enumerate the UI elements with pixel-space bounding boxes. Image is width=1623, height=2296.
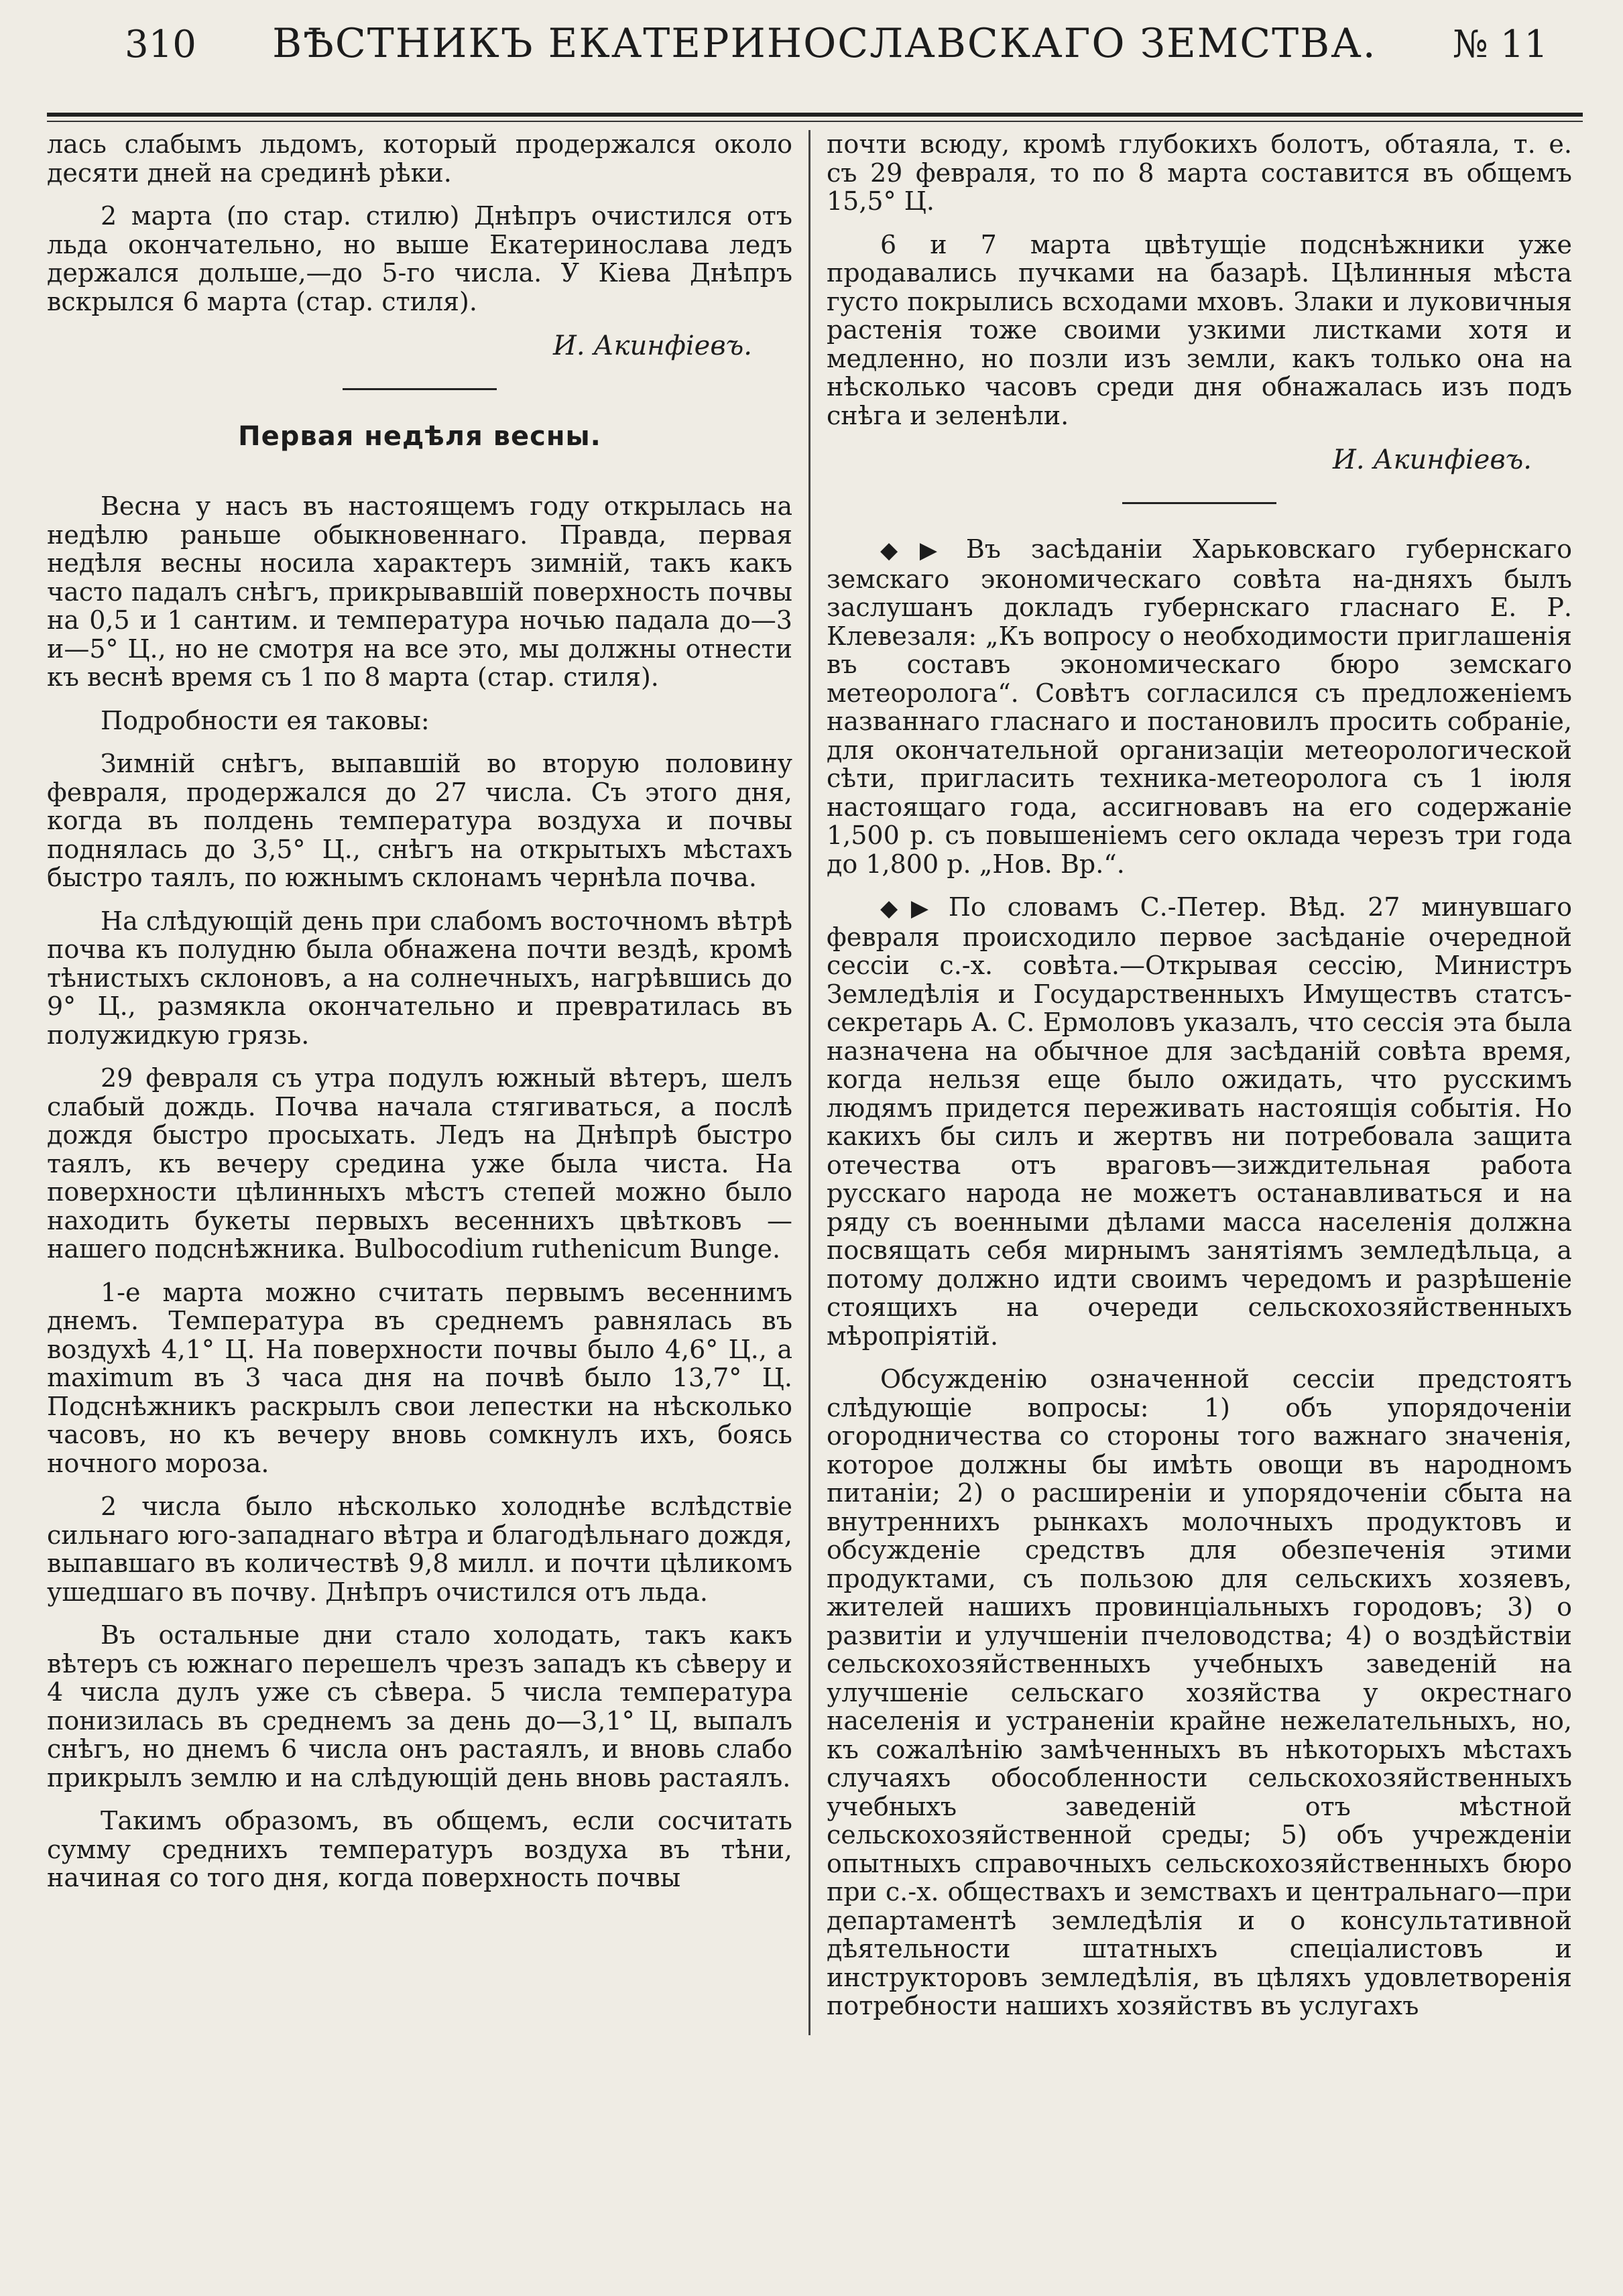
paragraph: почти всюду, кромѣ глубокихъ болотъ, обтаяла, т. е. съ 29 февраля, то по 8 марта составится въ общемъ 15,5° Ц. [827,129,1572,216]
left-column [47,130,806,2035]
paragraph: Въ остальные дни стало холодать, такъ какъ вѣтеръ съ южнаго перешелъ чрезъ западъ къ сѣверу и 4 числа дулъ уже съ сѣвера. 5 числа температура понизилась въ среднемъ за день до—3,1° Ц, выпалъ снѣгъ, но днемъ 6 числа онъ растаялъ, и вновь слабо прикрылъ землю и на слѣдующій день вновь растаялъ. [47,1620,792,1793]
paragraph: Зимній снѣгъ, выпавшій во вторую половину февраля, продержался до 27 числа. Съ этого дня, когда въ полдень температура воздуха и почвы поднялась до 3,5° Ц., снѣгъ на открытыхъ мѣстахъ быстро таялъ, по южнымъ склонамъ чернѣла почва. [47,749,792,892]
issue-number: № 11 [1452,23,1548,66]
section-separator [1122,502,1276,504]
paragraph: На слѣдующій день при слабомъ восточномъ вѣтрѣ почва къ полудню была обнажена почти вездѣ, кромѣ тѣнистыхъ склоновъ, а на солнечныхъ, нагрѣвшись до 9° Ц., размякла окончательно и превратилась въ полужидкую грязь. [47,906,792,1050]
paragraph: Весна у насъ въ настоящемъ году открылась на недѣлю раньше обыкновеннаго. Правда, первая недѣля весны носила характеръ зимній, такъ какъ часто падалъ снѣгъ, прикрывавшій поверхность почвы на 0,5 и 1 сантим. и температура ночью падала до—3 и—5° Ц., но не смотря на все это, мы должны отнести къ веснѣ время съ 1 по 8 марта (стар. стиля). [47,491,792,692]
right-column [813,130,1572,2035]
page-header [47,20,1583,107]
paragraph: 1-е марта можно считать первымъ весеннимъ днемъ. Температура въ среднемъ равнялась въ воздухѣ 4,1° Ц. На поверхности почвы было 4,6° Ц., а maximum въ 3 часа дня на почвѣ было 13,7° Ц. Подснѣжникъ раскрылъ свои лепестки на нѣсколько часовъ, но къ вечеру вновь сомкнулъ ихъ, боясь ночного мороза. [47,1277,792,1478]
header-rule-thick [47,113,1583,117]
paragraph: Обсужденію означенной сессіи предстоятъ слѣдующіе вопросы: 1) объ упорядоченіи огородничества со стороны того важнаго значенія, которое должны бы имѣть овощи въ народномъ питаніи; 2) о расширеніи и упорядоченіи сбыта на внутреннихъ рынкахъ молочныхъ продуктовъ и обсужденіе средствъ для обезпеченія этими продуктами, съ пользою для сельскихъ хозяевъ, жителей нашихъ провинціальныхъ городовъ; 3) о развитіи и улучшеніи пчеловодства; 4) о воздѣйствіи сельскохозяйственныхъ учебныхъ заведеній на улучшеніе сельскаго хозяйства у окрестнаго населенія и устраненіи крайне нежелательныхъ, но, къ сожалѣнію замѣченныхъ въ нѣкоторыхъ мѣстахъ случаяхъ обособленности сельскохозяйственныхъ учебныхъ заведеній отъ мѣстной сельскохозяйственной среды; 5) объ учрежденіи опытныхъ справочныхъ сельскохозяйственныхъ бюро при с.-х. обществахъ и земствахъ и центральнаго—при департаментѣ земледѣлія и о консультативной дѣятельности штатныхъ спеціалистовъ и инструкторовъ земледѣлія, въ цѣляхъ удовлетворенія потребности нашихъ хозяйствъ въ услугахъ [827,1364,1572,2020]
paragraph: 6 и 7 марта цвѣтущіе подснѣжники уже продавались пучками на базарѣ. Цѣлинныя мѣста густо покрылись всходами мховъ. Злаки и луковичныя растенія тоже своими узкими листками хотя и медленно, но позли изъ земли, какъ только она на нѣсколько часовъ среди дня обнажалась изъ подъ снѣга и зеленѣли. [827,229,1572,430]
author-signature: И. Акинфіевъ. [552,330,752,361]
paragraph: Такимъ образомъ, въ общемъ, если сосчитать сумму среднихъ температуръ воздуха въ тѣни, начиная со того дня, когда поверхность почвы [47,1806,792,1892]
author-signature: И. Акинфіевъ. [1332,444,1532,475]
news-item-text: По словамъ С.-Петер. Вѣд. 27 минувшаго февраля происходило первое засѣданіе очередной сессіи с.-х. совѣта.—Открывая сессію, Министръ Земледѣлія и Государственныхъ Имуществъ статсъ-секретарь А. С. Ермоловъ указалъ, что сессія эта была назначена на обычное для засѣданій совѣта время, когда нельзя еще было ожидать, что русскимъ людямъ придется переживать настоящія событія. Но какихъ бы силъ и жертвъ ни потребовала защита отечества отъ враговъ—зиждительная работа русскаго народа не можетъ останавливаться и на ряду съ военными дѣлами масса населенія должна посвящать себя мирнымъ занятіямъ земледѣльца, а потому должно идти своимъ чередомъ и разрѣшеніе стоящихъ на очереди сельскохозяйственныхъ мѣропріятій. [827,892,1573,1351]
news-item [827,893,1572,1350]
news-item-text: Въ засѣданіи Харьковскаго губернскаго земскаго экономическаго совѣта на-дняхъ былъ заслушанъ докладъ губернскаго гласнаго Е. Р. Клевезаля: „Къ вопросу о необходимости приглашенія въ составъ экономическаго бюро земскаго метеоролога“. Совѣтъ согласился съ предложеніемъ названнаго гласнаго и постановилъ просить собраніе, для окончательной организаціи метеорологической сѣти, пригласить техника-метеоролога съ 1 іюля настоящаго года, ассигновавъ на его содержаніе 1,500 р. съ повышеніемъ сего оклада черезъ три года до 1,800 р. „Нов. Вр.“. [827,534,1572,879]
paragraph: лась слабымъ льдомъ, который продержался около десяти дней на срединѣ рѣки. [47,129,792,188]
bullet-ornament-icon: ◆▶ [880,895,942,922]
paragraph: 29 февраля съ утра подулъ южный вѣтеръ, шелъ слабый дождь. Почва начала стягиваться, а послѣ дождя быстро просыхать. Ледъ на Днѣпрѣ быстро таялъ, къ вечеру средина уже была чиста. На поверхности цѣлинныхъ мѣстъ степей можно было находить букеты первыхъ весеннихъ цвѣтковъ — нашего подснѣжника. Bulbocodium ruthenicum Bunge. [47,1063,792,1264]
section-separator [343,388,497,390]
paragraph: 2 числа было нѣсколько холоднѣе вслѣдствіе сильнаго юго-западнаго вѣтра и благодѣльнаго дождя, выпавшаго въ количествѣ 9,8 милл. и почти цѣликомъ ушедшаго въ почву. Днѣпръ очистился отъ льда. [47,1492,792,1607]
bullet-ornament-icon: ◆▶ [880,537,959,564]
section-title: Первая недѣля весны. [238,421,601,452]
paragraph: Подробности ея таковы: [101,705,430,735]
page-number: 310 [125,23,196,66]
publication-title: ВѢСТНИКЪ ЕКАТЕРИНОСЛАВСКАГО ЗЕМСТВА. [272,20,1377,67]
paragraph: 2 марта (по стар. стилю) Днѣпръ очистился отъ льда окончательно, но выше Екатеринослава ледъ держался дольше,—до 5-го числа. У Кіева Днѣпръ вскрылся 6 марта (стар. стиля). [47,201,792,316]
columns [47,122,1583,2035]
column-divider [808,130,810,2035]
news-item [827,535,1572,878]
